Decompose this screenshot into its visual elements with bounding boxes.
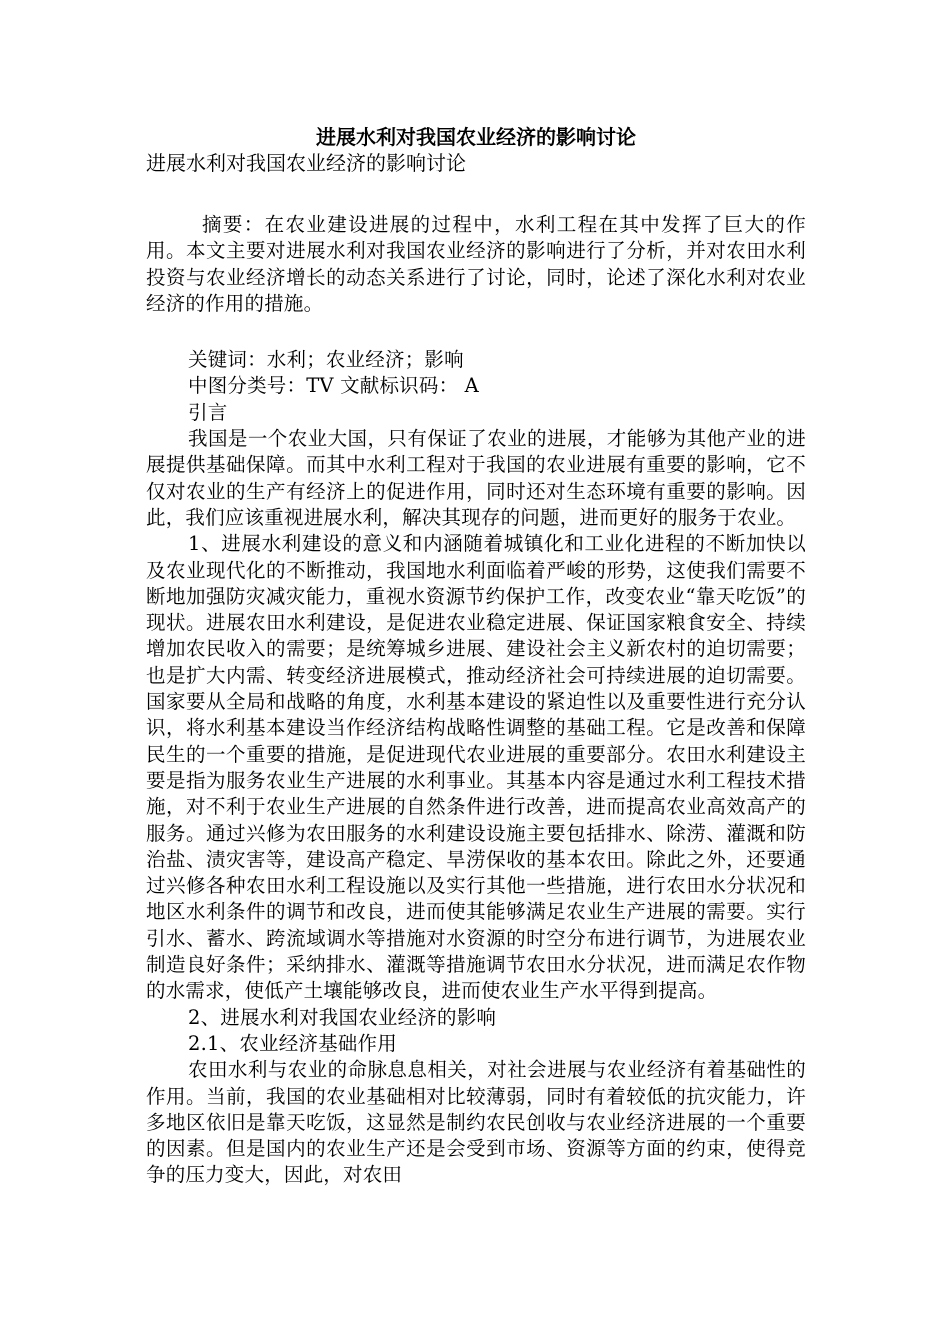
document-page	[146, 124, 806, 1189]
keywords-line: 关键词：水利；农业经济；影响	[188, 348, 464, 372]
document-subtitle: 进展水利对我国农业经济的影响讨论	[146, 151, 466, 175]
intro-heading: 引言	[188, 400, 228, 424]
section1-paragraph: 1、进展水利建设的意义和内涵随着城镇化和工业化进程的不断加快以及农业现代化的不断推动，我国地水利面临着严峻的形势，这使我们需要不断地加强防灾减灾能力，重视水资源节约保护工作，改变农业“靠天吃饭”的现状。进展农田水利建设，是促进农业稳定进展、保证国家粮食安全、持续增加农民收入的需要；是统筹城乡进展、建设社会主义新农村的迫切需要；也是扩大内需、转变经济进展模式，推动经济社会可持续进展的迫切需要。国家要从全局和战略的角度，水利基本建设的紧迫性以及重要性进行充分认识，将水利基本建设当作经济结构战略性调整的基础工程。它是改善和保障民生的一个重要的措施，是促进现代农业进展的重要部分。农田水利建设主要是指为服务农业生产进展的水利事业。其基本内容是通过水利工程技术措施，对不利于农业生产进展的自然条件进行改善，进而提高农业高效高产的服务。通过兴修为农田服务的水利建设设施主要包括排水、除涝、灌溉和防治盐、渍灾害等，建设高产稳定、旱涝保收的基本农田。除此之外，还要通过兴修各种农田水利工程设施以及实行其他一些措施，进行农田水分状况和地区水利条件的调节和改良，进而使其能够满足农业生产进展的需要。实行引水、蓄水、跨流域调水等措施对水资源的时空分布进行调节，为进展农业制造良好条件；采纳排水、灌溉等措施调节农田水分状况，进而满足农作物的水需求，使低产土壤能够改良，进而使农业生产水平得到提高。	[146, 532, 806, 1003]
classification-line: 中图分类号：TV 文献标识码： A	[188, 374, 479, 398]
section21-paragraph: 农田水利与农业的命脉息息相关，对社会进展与农业经济有着基础性的作用。当前，我国的农业基础相对比较薄弱，同时有着较低的抗灾能力，许多地区依旧是靠天吃饭，这显然是制约农民创收与农业经济进展的一个重要的因素。但是国内的农业生产还是会受到市场、资源等方面的约束，使得竞争的压力变大，因此，对农田	[146, 1058, 806, 1187]
section21-heading: 2.1、农业经济基础作用	[188, 1031, 397, 1055]
section2-heading: 2、进展水利对我国农业经济的影响	[188, 1005, 497, 1029]
spacer	[146, 317, 806, 343]
abstract-paragraph: 摘要：在农业建设进展的过程中，水利工程在其中发挥了巨大的作用。本文主要对进展水利对我国农业经济的影响进行了分析，并对农田水利投资与农业经济增长的动态关系进行了讨论，同时，论述了深化水利对农业经济的作用的措施。	[146, 213, 806, 315]
document-title: 进展水利对我国农业经济的影响讨论	[316, 125, 636, 149]
spacer	[146, 176, 806, 202]
intro-paragraph: 我国是一个农业大国，只有保证了农业的进展，才能够为其他产业的进展提供基础保障。而其中水利工程对于我国的农业进展有重要的影响，它不仅对农业的生产有经济上的促进作用，同时还对生态环境有重要的影响。因此，我们应该重视进展水利，解决其现存的问题，进而更好的服务于农业。	[146, 427, 806, 529]
